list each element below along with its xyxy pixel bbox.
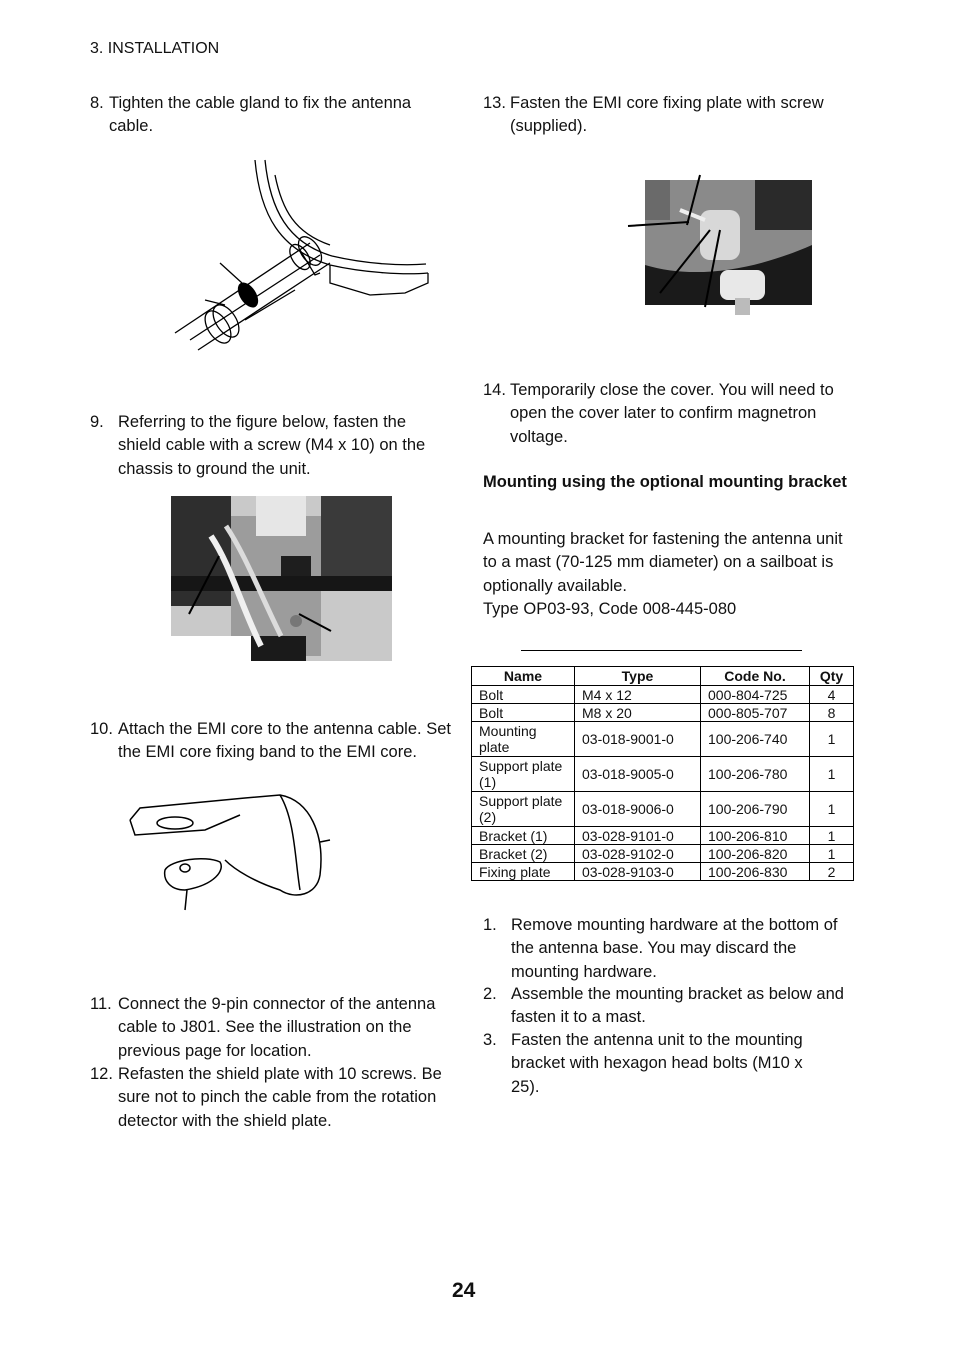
- table-cell: 100-206-780: [701, 757, 810, 792]
- table-cell: 100-206-740: [701, 722, 810, 757]
- step-number: 2.: [483, 985, 497, 1003]
- section-header: 3. INSTALLATION: [90, 40, 220, 57]
- table-row: [472, 845, 854, 863]
- emi-core-fixing-plate-photo: [625, 170, 815, 315]
- table-cell: Bracket (2): [472, 845, 575, 863]
- table-cell: 100-206-820: [701, 845, 810, 863]
- table-cell: 03-028-9103-0: [575, 863, 701, 881]
- divider-line: [521, 650, 802, 651]
- table-cell: 000-805-707: [701, 704, 810, 722]
- table-cell: 8: [810, 704, 854, 722]
- table-cell: 100-206-830: [701, 863, 810, 881]
- table-cell: 100-206-790: [701, 792, 810, 827]
- column-header: Name: [472, 667, 575, 686]
- table-cell: 1: [810, 792, 854, 827]
- table-row: [472, 722, 854, 757]
- table-cell: Bolt: [472, 704, 575, 722]
- step-number: 1.: [483, 916, 497, 934]
- column-header: Type: [575, 667, 701, 686]
- table-row: [472, 827, 854, 845]
- bracket-intro: A mounting bracket for fastening the antenna unit to a mast (70-125 mm diameter) on a sailboat is optionally available.: [483, 530, 843, 595]
- step-text: Fasten the EMI core fixing plate with screw (supplied).: [510, 94, 824, 136]
- table-cell: Fixing plate: [472, 863, 575, 881]
- table-cell: 000-804-725: [701, 686, 810, 704]
- table-cell: Support plate (2): [472, 792, 575, 827]
- table-cell: 1: [810, 827, 854, 845]
- step-number: 10.: [90, 720, 113, 738]
- table-cell: 03-028-9101-0: [575, 827, 701, 845]
- step-number: 12.: [90, 1065, 113, 1083]
- table-row: [472, 863, 854, 881]
- table-cell: M4 x 12: [575, 686, 701, 704]
- table-row: [472, 757, 854, 792]
- parts-table: [471, 666, 854, 881]
- cable-gland-illustration: [170, 155, 435, 355]
- step-text: Refasten the shield plate with 10 screws. Be sure not to pinch the cable from the rotation detector with the shield plate.: [118, 1065, 442, 1130]
- step-text: Temporarily close the cover. You will need to open the cover later to confirm magnetron voltage.: [510, 381, 834, 446]
- table-cell: 2: [810, 863, 854, 881]
- step-text: Connect the 9-pin connector of the antenna cable to J801. See the illustration on the previous page for location.: [118, 995, 436, 1060]
- table-cell: 100-206-810: [701, 827, 810, 845]
- step-number: 14.: [483, 381, 506, 399]
- step-text: Remove mounting hardware at the bottom of the antenna base. You may discard the mounting hardware.: [511, 916, 838, 981]
- table-cell: 03-018-9005-0: [575, 757, 701, 792]
- step-number: 13.: [483, 94, 506, 112]
- table-row: [472, 704, 854, 722]
- step-text: Referring to the figure below, fasten the shield cable with a screw (M4 x 10) on the chassis to ground the unit.: [118, 413, 426, 478]
- table-cell: 03-018-9001-0: [575, 722, 701, 757]
- page-number: 24: [452, 1279, 476, 1302]
- table-cell: 1: [810, 845, 854, 863]
- table-cell: 1: [810, 722, 854, 757]
- table-cell: Bolt: [472, 686, 575, 704]
- table-cell: M8 x 20: [575, 704, 701, 722]
- table-cell: 4: [810, 686, 854, 704]
- shield-cable-photo: [171, 496, 392, 661]
- step-number: 8.: [90, 94, 104, 112]
- step-text: Assemble the mounting bracket as below and fasten it to a mast.: [511, 985, 844, 1027]
- table-row: [472, 686, 854, 704]
- table-cell: 03-028-9102-0: [575, 845, 701, 863]
- emi-core-band-illustration: [125, 790, 340, 915]
- table-row: [472, 792, 854, 827]
- step-text: Tighten the cable gland to fix the antenna cable.: [109, 94, 412, 136]
- column-header: Code No.: [701, 667, 810, 686]
- section-heading: Mounting using the optional mounting bracket: [483, 473, 847, 491]
- table-cell: Bracket (1): [472, 827, 575, 845]
- table-cell: Mounting plate: [472, 722, 575, 757]
- table-cell: Support plate (1): [472, 757, 575, 792]
- table-cell: 03-018-9006-0: [575, 792, 701, 827]
- table-cell: 1: [810, 757, 854, 792]
- step-text: Attach the EMI core to the antenna cable. Set the EMI core fixing band to the EMI core.: [118, 720, 451, 762]
- step-text: Fasten the antenna unit to the mounting bracket with hexagon head bolts (M10 x 25).: [511, 1031, 803, 1096]
- step-number: 11.: [90, 995, 112, 1013]
- column-header: Qty: [810, 667, 854, 686]
- step-number: 9.: [90, 413, 104, 431]
- bracket-type-code: Type OP03-93, Code 008-445-080: [483, 600, 737, 618]
- step-number: 3.: [483, 1031, 497, 1049]
- table-header-row: [472, 667, 854, 686]
